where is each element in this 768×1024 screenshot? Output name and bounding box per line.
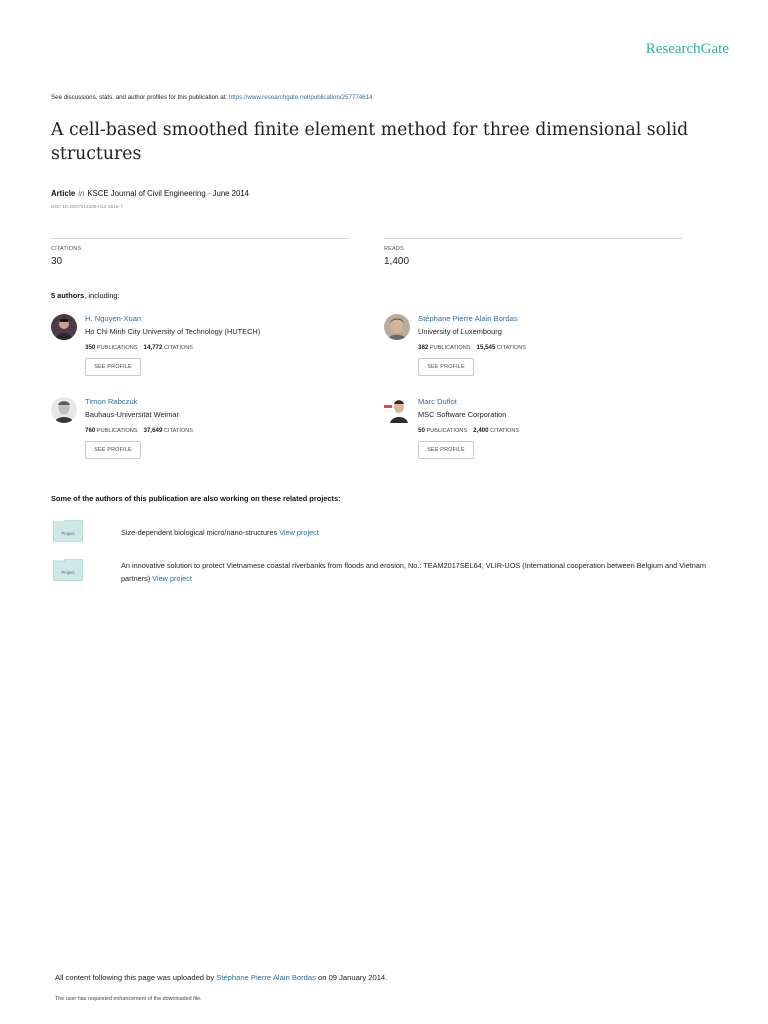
author-card: [51, 314, 371, 384]
author-institution: MSC Software Corporation: [418, 410, 507, 419]
project-description: [121, 559, 721, 585]
uploaded-prefix: All content following this page was uploaded by: [55, 973, 217, 982]
citations-divider: [51, 238, 350, 239]
publications-label: PUBLICATIONS: [96, 428, 138, 434]
publication-url-link[interactable]: https://www.researchgate.net/publication/257774614: [228, 94, 373, 101]
citations-count: 2,400: [473, 427, 489, 434]
citations-label: CITATIONS: [164, 428, 194, 434]
citations-count: 15,545: [476, 344, 496, 351]
author-name-link[interactable]: Stéphane Pierre Alain Bordas: [418, 314, 518, 323]
author-institution: University of Luxembourg: [418, 327, 502, 336]
publication-venue: KSCE Journal of Civil Engineering · June 2014: [87, 189, 250, 198]
publications-count: 760: [85, 427, 96, 434]
notice-text: See discussions, stats, and author profiles for this publication at:: [51, 94, 229, 101]
project-icon-label: Project: [61, 531, 75, 536]
publications-label: PUBLICATIONS: [426, 428, 468, 434]
project-title: Size-dependent biological micro/nano-structures: [121, 528, 280, 537]
see-profile-button[interactable]: SEE PROFILE: [85, 358, 141, 376]
project-folder-icon[interactable]: [53, 559, 83, 581]
publications-count: 382: [418, 344, 429, 351]
project-folder-icon[interactable]: [53, 520, 83, 542]
author-institution: Bauhaus-Universität Weimar: [85, 410, 179, 419]
citations-count: 14,772: [143, 344, 163, 351]
author-institution: Ho Chi Minh City University of Technology (HUTECH): [85, 327, 261, 336]
reads-value: 1,400: [384, 256, 410, 267]
publication-title: A cell-based smoothed finite element method for three dimensional solid structures: [51, 120, 689, 164]
author-card: [384, 314, 704, 384]
project-description: [121, 526, 721, 539]
publications-count: 50: [418, 427, 425, 434]
related-projects-heading: Some of the authors of this publication are also working on these related projects:: [51, 494, 341, 503]
meta-in: in: [78, 189, 85, 198]
see-profile-button[interactable]: SEE PROFILE: [85, 441, 141, 459]
avatar[interactable]: [51, 397, 77, 423]
researchgate-logo[interactable]: ResearchGate: [645, 41, 729, 57]
authors-count: 5 authors: [51, 291, 85, 300]
see-profile-button[interactable]: SEE PROFILE: [418, 358, 474, 376]
citations-label: CITATIONS: [490, 428, 520, 434]
author-stats: [418, 427, 519, 434]
citations-label: CITATIONS: [51, 246, 82, 252]
author-name-link[interactable]: Timon Rabczuk: [85, 397, 138, 406]
publications-label: PUBLICATIONS: [429, 345, 471, 351]
avatar[interactable]: [384, 314, 410, 340]
view-project-link[interactable]: View project: [152, 574, 192, 583]
project-icon-label: Project: [61, 570, 75, 575]
author-name-link[interactable]: H. Nguyen-Xuan: [85, 314, 142, 323]
view-project-link[interactable]: View project: [279, 528, 319, 537]
see-profile-button[interactable]: SEE PROFILE: [418, 441, 474, 459]
author-card: [384, 397, 704, 467]
reads-divider: [384, 238, 683, 239]
author-stats: [85, 427, 193, 434]
author-stats: [85, 344, 193, 351]
uploaded-suffix: on 09 January 2014.: [315, 973, 388, 982]
author-card: [51, 397, 371, 467]
project-title: An innovative solution to protect Vietnamese coastal riverbanks from floods and erosion, No.: TEAM2017SEL64, VLIR-UOS (International cooperation between Belgium and Vietnam partners): [121, 561, 706, 583]
citations-value: 30: [51, 256, 63, 267]
publications-label: PUBLICATIONS: [96, 345, 138, 351]
publication-doi: DOI: 10.1007/s12205-012-1515-7: [51, 205, 123, 210]
avatar[interactable]: [384, 397, 410, 423]
uploader-link[interactable]: Stéphane Pierre Alain Bordas: [216, 973, 316, 982]
citations-label: CITATIONS: [497, 345, 527, 351]
publication-type: Article: [51, 189, 76, 198]
enhancement-note: The user has requested enhancement of the downloaded file.: [55, 996, 202, 1002]
author-stats: [418, 344, 526, 351]
upload-notice: [55, 973, 387, 982]
reads-label: READS: [384, 246, 404, 252]
citations-label: CITATIONS: [164, 345, 194, 351]
authors-suffix: , including:: [84, 291, 120, 300]
discussion-notice: [51, 94, 373, 101]
publications-count: 350: [85, 344, 96, 351]
avatar[interactable]: [51, 314, 77, 340]
citations-count: 37,649: [143, 427, 163, 434]
author-name-link[interactable]: Marc Duflot: [418, 397, 457, 406]
authors-heading: [51, 291, 120, 300]
publication-meta: [51, 189, 249, 198]
